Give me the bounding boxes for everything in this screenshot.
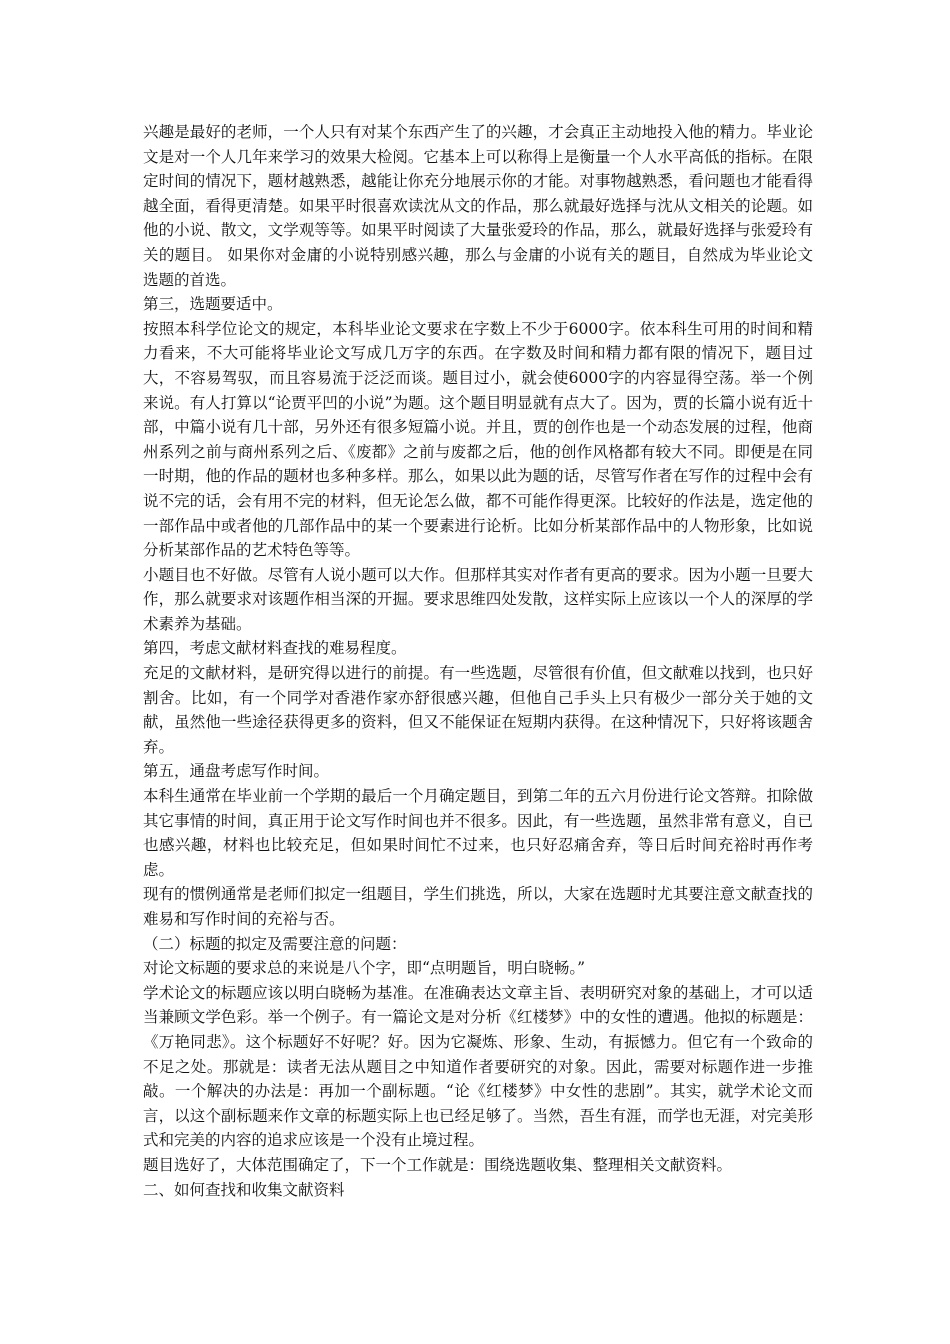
- heading-third-point: 第三，选题要适中。: [143, 295, 283, 314]
- paragraph-literature: 充足的文献材料，是研究得以进行的前提。有一些选题，尽管很有价值，但文献难以找到，也只好割舍。比如，有一个同学对香港作家亦舒很感兴趣，但他自己手头上只有极少一部分关于她的文献，虽然他一些途径获得更多的资料，但又不能保证在短期内获得。在这种情况下，只好将该题舍弃。: [143, 664, 813, 756]
- section-heading-literature-search: 二、如何查找和收集文献资料: [143, 1180, 345, 1199]
- document-body: [143, 120, 813, 1202]
- paragraph-word-count: 按照本科学位论文的规定，本科毕业论文要求在字数上不少于6000字。依本科生可用的时间和精力看来，不大可能将毕业论文写成几万字的东西。在字数及时间和精力都有限的情况下，题目过大，不容易驾驭，而且容易流于泛泛而谈。题目过小，就会使6000字的内容显得空荡。举一个例来说。有人打算以“论贾平凹的小说”为题。这个题目明显就有点大了。因为，贾的长篇小说有近十部，中篇小说有几十部，另外还有很多短篇小说。并且，贾的创作也是一个动态发展的过程，他商州系列之前与商州系列之后、《废都》之前与废都之后，他的创作风格都有较大不同。即便是在同一时期，他的作品的题材也多种多样。那么，如果以此为题的话，尽管写作者在写作的过程中会有说不完的话，会有用不完的材料，但无论怎么做，都不可能作得更深。比较好的作法是，选定他的一部作品中或者他的几部作品中的某一个要素进行论析。比如分析某部作品中的人物形象，比如说分析某部作品的艺术特色等等。: [143, 319, 813, 560]
- paragraph-next-step: 题目选好了，大体范围确定了，下一个工作就是：围绕选题收集、整理相关文献资料。: [143, 1155, 733, 1174]
- paragraph-title-requirement: 对论文标题的要求总的来说是八个字，即“点明题旨，明白晓畅。”: [143, 959, 586, 978]
- heading-fourth-point: 第四，考虑文献材料查找的难易程度。: [143, 639, 407, 658]
- paragraph-small-topics: 小题目也不好做。尽管有人说小题可以大作。但那样其实对作者有更高的要求。因为小题一旦要大作，那么就要求对该题作相当深的开掘。要求思维四处发散，这样实际上应该以一个人的深厚的学术素养为基础。: [143, 565, 813, 633]
- paragraph-convention: 现有的惯例通常是老师们拟定一组题目，学生们挑选，所以，大家在选题时尤其要注意文献查找的难易和写作时间的充裕与否。: [143, 885, 813, 928]
- paragraph-interest: 兴趣是最好的老师，一个人只有对某个东西产生了的兴趣，才会真正主动地投入他的精力。毕业论文是对一个人几年来学习的效果大检阅。它基本上可以称得上是衡量一个人水平高低的指标。在限定时间的情况下，题材越熟悉，越能让你充分地展示你的才能。对事物越熟悉，看问题也才能看得越全面，看得更清楚。如果平时很喜欢读沈从文的作品，那么就最好选择与沈从文相关的论题。如他的小说、散文，文学观等等。如果平时阅读了大量张爱玲的作品，那么，就最好选择与张爱玲有关的题目。 如果你对金庸的小说特别感兴趣，那么与金庸的小说有关的题目，自然成为毕业论文选题的首选。: [143, 123, 813, 289]
- paragraph-writing-time: 本科生通常在毕业前一个学期的最后一个月确定题目，到第二年的五六月份进行论文答辩。扣除做其它事情的时间，真正用于论文写作时间也并不很多。因此，有一些选题，虽然非常有意义，自已也感兴趣，材料也比较充足，但如果时间忙不过来，也只好忍痛舍弃，等日后时间充裕时再作考虑。: [143, 787, 813, 879]
- heading-title-drafting: （二）标题的拟定及需要注意的问题：: [143, 934, 407, 953]
- paragraph-title-example: 学术论文的标题应该以明白晓畅为基准。在准确表达文章主旨、表明研究对象的基础上，才可以适当兼顾文学色彩。举一个例子。有一篇论文是对分析《红楼梦》中的女性的遭遇。他拟的标题是：《万艳同悲》。这个标题好不好呢？好。因为它凝炼、形象、生动，有振憾力。但它有一个致命的不足之处。那就是：读者无法从题目之中知道作者要研究的对象。因此，需要对标题作进一步推敲。一个解决的办法是：再加一个副标题。“论《红楼梦》中女性的悲剧”。其实，就学术论文而言，以这个副标题来作文章的标题实际上也已经足够了。当然，吾生有涯，而学也无涯，对完美形式和完美的内容的追求应该是一个没有止境过程。: [143, 983, 813, 1150]
- heading-fifth-point: 第五，通盘考虑写作时间。: [143, 762, 330, 781]
